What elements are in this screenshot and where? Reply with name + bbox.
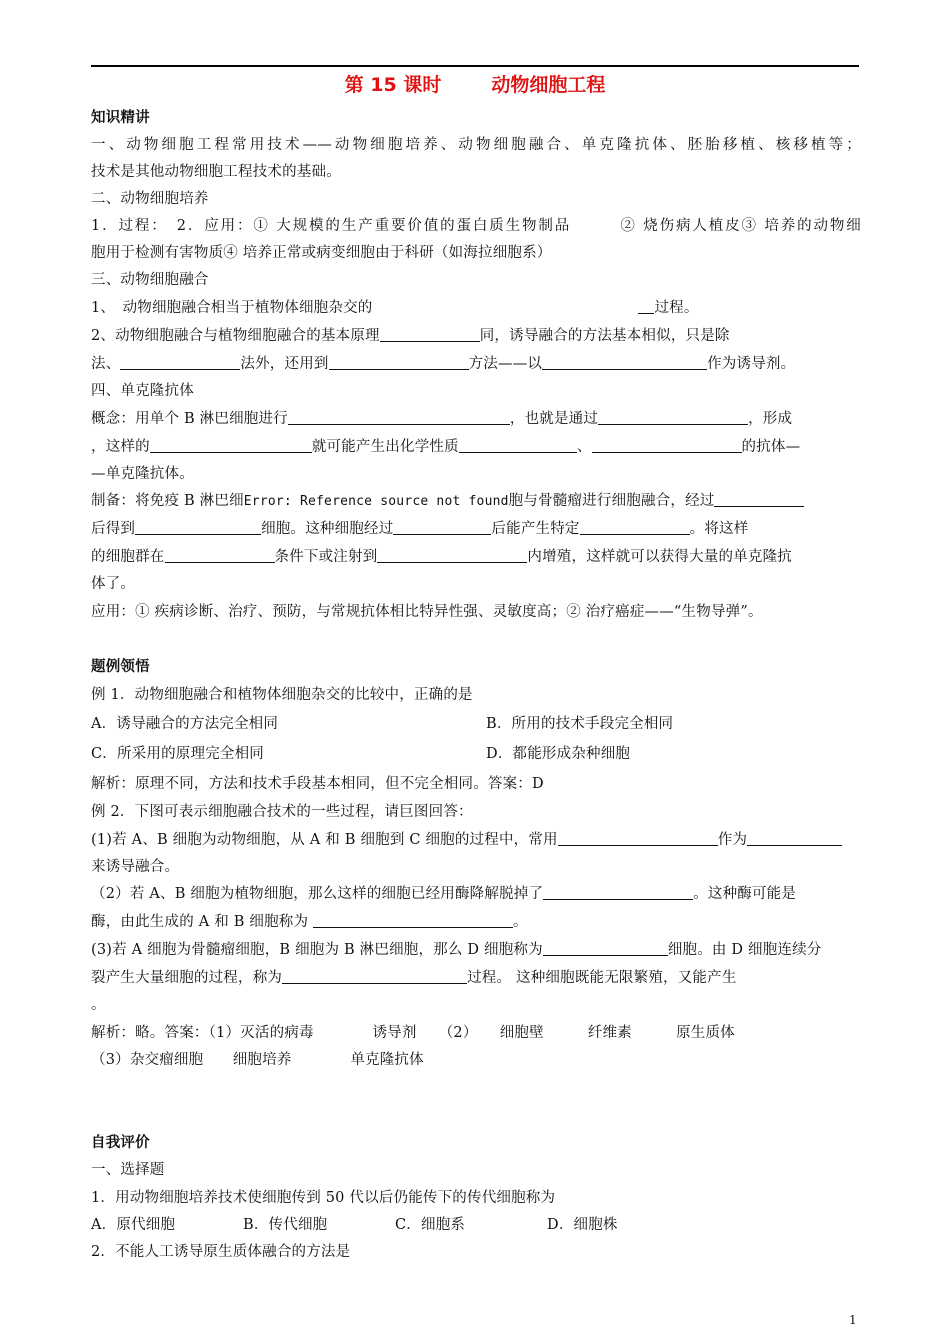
option-b[interactable]: B．所用的技术手段完全相同 (486, 716, 674, 732)
fill-line: （2）若 A、B 细胞为植物细胞，那么这样的细胞已经用酶降解脱掉了 。这种酶可能是 (91, 886, 797, 902)
answer-blank[interactable] (580, 519, 690, 535)
paragraph-line: 体了。 (91, 576, 136, 592)
fill-line: (1)若 A、B 细胞为动物细胞，从 A 和 B 细胞到 C 细胞的过程中，常用 作为 (91, 830, 861, 850)
page-title (91, 70, 859, 100)
answer-blank[interactable] (747, 830, 842, 846)
paragraph-line: 一、动物细胞工程常用技术——动物细胞培养、动物细胞融合、单克隆抗体、胚胎移植、核移植等； (91, 137, 861, 153)
answer-blank[interactable] (638, 298, 654, 314)
option-d[interactable]: D．都能形成杂种细胞 (486, 746, 631, 762)
answer-blank[interactable] (714, 491, 804, 507)
fill-line: 制备：将免疫 B 淋巴细Error: Reference source not found胞与骨髓瘤进行细胞融合，经过 (91, 491, 861, 512)
section-heading-examples: 题例领悟 (91, 659, 150, 675)
page-number: 1 (849, 1313, 857, 1327)
paragraph-line: 技术是其他动物细胞工程技术的基础。 (91, 164, 341, 180)
option-c[interactable]: C．所采用的原理完全相同 (91, 746, 264, 762)
option-a[interactable]: A．诱导融合的方法完全相同 (91, 716, 279, 732)
top-rule (91, 65, 859, 67)
answer-blank[interactable] (459, 437, 577, 453)
paragraph-line: 1．过程： 2．应用：① 大规模的生产重要价值的蛋白质生物制品 ② 烧伤病人植皮③ 培养的动物细 (91, 218, 861, 234)
answer-blank[interactable] (329, 354, 469, 370)
error-text: Error: Reference source not found (243, 494, 509, 509)
answer-blank[interactable] (120, 354, 240, 370)
fill-line: 酶，由此生成的 A 和 B 细胞称为 。 (91, 914, 528, 930)
fill-line: ，这样的 就可能产生出化学性质 、 的抗体— (91, 439, 801, 455)
subsection-heading: 三、动物细胞融合 (91, 272, 209, 288)
lesson-topic: 动物细胞工程 (491, 74, 606, 96)
option-b[interactable]: B．传代细胞 (243, 1217, 328, 1233)
section-heading-knowledge: 知识精讲 (91, 110, 150, 126)
fill-line: 后得到 细胞。这种细胞经过 后能产生特定 。将这样 (91, 521, 749, 537)
answer-blank[interactable] (288, 409, 510, 425)
fill-line: (3)若 A 细胞为骨髓瘤细胞，B 细胞为 B 淋巴细胞，那么 D 细胞称为 细胞。由 D 细胞连续分 (91, 942, 822, 958)
paragraph-line: 胞用于检测有害物质④ 培养正常或病变细胞由于科研（如海拉细胞系） (91, 245, 552, 261)
answer-analysis: 解析：原理不同，方法和技术手段基本相同，但不完全相同。答案：D (91, 776, 544, 792)
option-c[interactable]: C．细胞系 (395, 1217, 466, 1233)
fill-line: 概念：用单个 B 淋巴细胞进行 ，也就是通过 ，形成 (91, 411, 793, 427)
answer-analysis: 解析：略。答案：（1）灭活的病毒 诱导剂 （2） 细胞壁 纤维素 原生质体 (91, 1025, 735, 1041)
paragraph-line: 。 (91, 997, 106, 1013)
fill-line: 法、 法外，还用到 方法——以 作为诱导剂。 (91, 356, 796, 372)
answer-blank[interactable] (135, 519, 261, 535)
answer-blank[interactable] (377, 547, 527, 563)
question-stem: 例 1．动物细胞融合和植物体细胞杂交的比较中，正确的是 (91, 687, 473, 703)
answer-blank[interactable] (165, 547, 275, 563)
fill-line: 2、动物细胞融合与植物细胞融合的基本原理 同，诱导融合的方法基本相似，只是除 (91, 328, 730, 344)
question-stem: 例 2．下图可表示细胞融合技术的一些过程，请巨图回答： (91, 804, 473, 820)
answer-blank[interactable] (313, 912, 513, 928)
answer-blank[interactable] (150, 437, 312, 453)
question-stem: 2．不能人工诱导原生质体融合的方法是 (91, 1244, 351, 1260)
option-row (91, 714, 861, 734)
section-heading-self-eval: 自我评价 (91, 1135, 150, 1151)
lesson-number: 第 15 课时 (344, 74, 442, 96)
answer-blank[interactable] (393, 519, 491, 535)
answer-blank[interactable] (542, 354, 707, 370)
option-row (91, 744, 861, 764)
subsection-heading: 一、选择题 (91, 1162, 165, 1178)
answer-blank[interactable] (282, 968, 467, 984)
answer-analysis: （3）杂交瘤细胞 细胞培养 单克隆抗体 (91, 1052, 424, 1068)
paragraph-line: 来诱导融合。 (91, 859, 180, 875)
fill-line: 的细胞群在 条件下或注射到 内增殖，这样就可以获得大量的单克隆抗 (91, 549, 793, 565)
question-stem: 1．用动物细胞培养技术使细胞传到 50 代以后仍能传下的传代细胞称为 (91, 1190, 556, 1206)
fill-line: 裂产生大量细胞的过程，称为 过程。 这种细胞既能无限繁殖，又能产生 (91, 970, 737, 986)
subsection-heading: 二、动物细胞培养 (91, 191, 209, 207)
option-d[interactable]: D．细胞株 (547, 1217, 618, 1233)
answer-blank[interactable] (592, 437, 742, 453)
paragraph-line: 应用：① 疾病诊断、治疗、预防，与常规抗体相比特异性强、灵敏度高；② 治疗癌症——“生物导弹”。 (91, 604, 763, 620)
subsection-heading: 四、单克隆抗体 (91, 383, 194, 399)
answer-blank[interactable] (543, 940, 668, 956)
answer-blank[interactable] (380, 326, 480, 342)
answer-blank[interactable] (543, 884, 693, 900)
answer-blank[interactable] (598, 409, 748, 425)
fill-line: 1、 动物细胞融合相当于植物体细胞杂交的 过程。 (91, 300, 699, 316)
answer-blank[interactable] (558, 830, 718, 846)
paragraph-line: —单克隆抗体。 (91, 466, 194, 482)
option-row (91, 1215, 861, 1235)
option-a[interactable]: A．原代细胞 (91, 1217, 176, 1233)
